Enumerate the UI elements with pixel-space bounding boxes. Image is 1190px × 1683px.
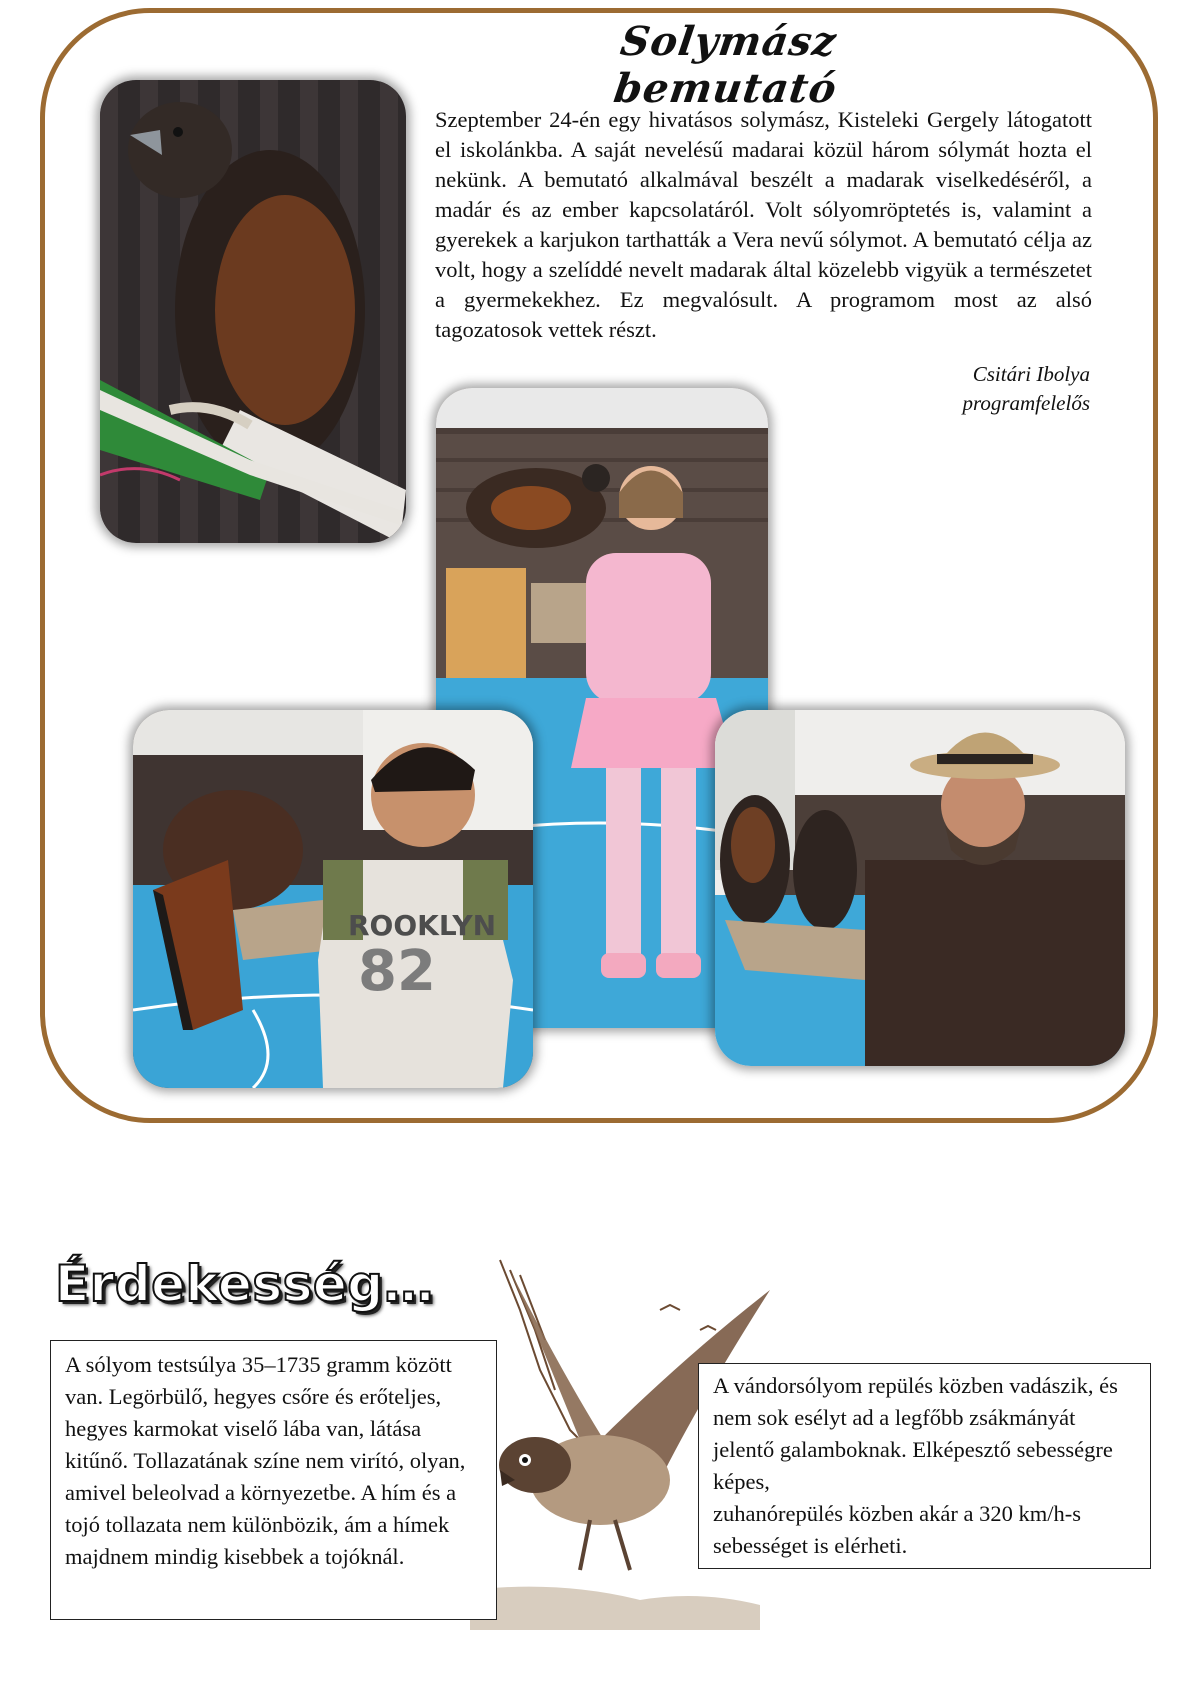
falcon-facts-text: A sólyom testsúlya 35–1735 gramm között van. Legörbülő, hegyes csőre és erőteljes, hegyes karmokat viselő lába van, látása kitűnő. Tollazatának színe nem virító, olyan, amivel beleolvad a környezetbe. A hím és a tojó tollazata nem különbözik, ám a hímek majdnem mindig kisebbek a tojóknál. — [65, 1352, 466, 1569]
svg-text:ROOKLYN: ROOKLYN — [348, 909, 497, 942]
svg-text:82: 82 — [358, 939, 436, 1004]
hawk-on-perch-photo — [100, 80, 406, 543]
article-body: Szeptember 24-én egy hivatásos solymász, Kisteleki Gergely látogatott el iskolánkba. A saját nevelésű madarai közül három sólymát hozta el nekünk. A bemutató alkalmával beszélt a madarak viselkedéséről, a madár és az ember kapcsolatáról. Volt sólyomröptetés is, valamint a gyerekek a karjukon tarthatták a Vera nevű sólymot. A bemutató célja az volt, hogy a szelíddé nevelt madarak által közelebb vigyük a természetet a gyermekekhez. Ez megvalósult. A programom most az alsó tagozatosok vettek részt. — [435, 107, 1092, 342]
boy-holding-hawk-photo — [133, 710, 533, 1088]
trivia-heading: Érdekesség… — [55, 1255, 435, 1313]
falconer-with-hawks-photo — [715, 710, 1125, 1066]
peregrine-facts-text-1: A vándorsólyom repülés közben vadászik, és nem sok esélyt ad a legfőbb zsákmányát jelentő galamboknak. Elképesztő sebességre képes, — [713, 1373, 1118, 1494]
peregrine-facts-text-2: zuhanórepülés közben akár a 320 km/h-s sebességet is elérheti. — [713, 1501, 1081, 1558]
author-name: Csitári Ibolya — [972, 362, 1090, 386]
article-title: Solymász bemutató — [611, 18, 840, 112]
author-role: programfelelős — [962, 391, 1090, 415]
article-signature — [962, 360, 1090, 418]
peregrine-facts-box — [698, 1363, 1151, 1569]
falcon-facts-box — [50, 1340, 497, 1620]
